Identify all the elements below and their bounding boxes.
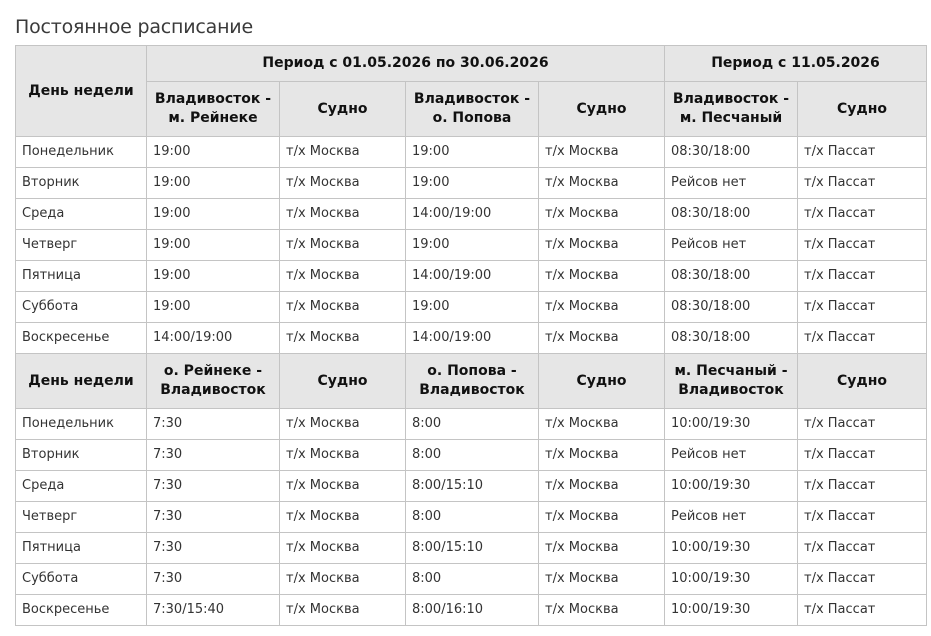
time-cell: 7:30	[147, 564, 280, 595]
table-row	[16, 261, 927, 292]
vessel-cell: т/х Пассат	[798, 168, 927, 199]
period-2-header: Период с 11.05.2026	[665, 46, 927, 82]
route-header-line: Владивосток	[160, 382, 266, 398]
vessel-cell: т/х Москва	[280, 261, 406, 292]
route-header-vladivostok-popova	[406, 82, 539, 137]
day-cell: Понедельник	[16, 409, 147, 440]
table-row	[16, 168, 927, 199]
route-header-vladivostok-reineke	[147, 82, 280, 137]
vessel-cell: т/х Пассат	[798, 595, 927, 626]
vessel-header: Судно	[798, 354, 927, 409]
time-cell: 7:30/15:40	[147, 595, 280, 626]
vessel-cell: т/х Пассат	[798, 533, 927, 564]
vessel-cell: т/х Москва	[539, 230, 665, 261]
day-of-week-header: День недели	[16, 354, 147, 409]
vessel-cell: т/х Москва	[280, 595, 406, 626]
time-cell: 8:00/15:10	[406, 471, 539, 502]
route-header-line: о. Попова	[432, 110, 512, 126]
vessel-cell: т/х Москва	[539, 323, 665, 354]
table-row	[16, 595, 927, 626]
table-row	[16, 533, 927, 564]
time-cell: 8:00	[406, 440, 539, 471]
time-cell: 8:00	[406, 564, 539, 595]
table-row	[16, 409, 927, 440]
table-row	[16, 137, 927, 168]
vessel-cell: т/х Москва	[280, 323, 406, 354]
time-cell: 19:00	[147, 292, 280, 323]
time-cell: 08:30/18:00	[665, 292, 798, 323]
vessel-cell: т/х Москва	[539, 409, 665, 440]
time-cell: 8:00/15:10	[406, 533, 539, 564]
vessel-cell: т/х Пассат	[798, 137, 927, 168]
vessel-cell: т/х Москва	[539, 564, 665, 595]
vessel-cell: т/х Пассат	[798, 471, 927, 502]
table-row	[16, 230, 927, 261]
vessel-cell: т/х Москва	[280, 533, 406, 564]
vessel-cell: т/х Пассат	[798, 502, 927, 533]
time-cell: Рейсов нет	[665, 440, 798, 471]
vessel-cell: т/х Москва	[539, 533, 665, 564]
route-header-reineke-vladivostok	[147, 354, 280, 409]
vessel-cell: т/х Пассат	[798, 261, 927, 292]
time-cell: 8:00	[406, 502, 539, 533]
time-cell: 7:30	[147, 533, 280, 564]
vessel-cell: т/х Москва	[280, 471, 406, 502]
vessel-cell: т/х Москва	[280, 199, 406, 230]
day-cell: Вторник	[16, 440, 147, 471]
table-row	[16, 440, 927, 471]
vessel-cell: т/х Москва	[280, 137, 406, 168]
route-header-line: о. Попова -	[427, 363, 517, 379]
time-cell: 14:00/19:00	[147, 323, 280, 354]
outbound-subheader-row	[16, 82, 927, 137]
time-cell: 19:00	[147, 199, 280, 230]
time-cell: 10:00/19:30	[665, 595, 798, 626]
route-header-popova-vladivostok	[406, 354, 539, 409]
vessel-cell: т/х Москва	[539, 168, 665, 199]
time-cell: 19:00	[406, 292, 539, 323]
time-cell: 19:00	[406, 168, 539, 199]
time-cell: Рейсов нет	[665, 168, 798, 199]
time-cell: 19:00	[147, 168, 280, 199]
day-cell: Четверг	[16, 502, 147, 533]
time-cell: 14:00/19:00	[406, 261, 539, 292]
table-row	[16, 471, 927, 502]
day-cell: Четверг	[16, 230, 147, 261]
vessel-cell: т/х Москва	[539, 292, 665, 323]
time-cell: 8:00/16:10	[406, 595, 539, 626]
vessel-header: Судно	[798, 82, 927, 137]
day-cell: Пятница	[16, 261, 147, 292]
route-header-peschany-vladivostok	[665, 354, 798, 409]
time-cell: 19:00	[406, 137, 539, 168]
time-cell: 8:00	[406, 409, 539, 440]
vessel-cell: т/х Пассат	[798, 199, 927, 230]
vessel-cell: т/х Москва	[539, 595, 665, 626]
route-header-line: Владивосток -	[413, 91, 531, 107]
route-header-line: м. Песчаный	[679, 110, 783, 126]
day-of-week-header: День недели	[16, 46, 147, 137]
time-cell: 14:00/19:00	[406, 199, 539, 230]
route-header-line: Владивосток	[419, 382, 525, 398]
time-cell: 08:30/18:00	[665, 261, 798, 292]
vessel-header: Судно	[280, 354, 406, 409]
time-cell: 10:00/19:30	[665, 533, 798, 564]
period-1-header: Период с 01.05.2026 по 30.06.2026	[147, 46, 665, 82]
day-cell: Воскресенье	[16, 323, 147, 354]
day-cell: Пятница	[16, 533, 147, 564]
time-cell: Рейсов нет	[665, 230, 798, 261]
vessel-cell: т/х Москва	[539, 137, 665, 168]
table-row	[16, 502, 927, 533]
time-cell: 19:00	[147, 261, 280, 292]
time-cell: 19:00	[147, 230, 280, 261]
vessel-cell: т/х Пассат	[798, 323, 927, 354]
outbound-schedule-body	[16, 137, 927, 354]
route-header-line: м. Рейнеке	[168, 110, 258, 126]
vessel-header: Судно	[539, 82, 665, 137]
time-cell: 19:00	[147, 137, 280, 168]
route-header-vladivostok-peschany	[665, 82, 798, 137]
period-header-row	[16, 46, 927, 82]
day-cell: Среда	[16, 199, 147, 230]
day-cell: Воскресенье	[16, 595, 147, 626]
table-row	[16, 323, 927, 354]
day-cell: Суббота	[16, 292, 147, 323]
vessel-cell: т/х Москва	[539, 199, 665, 230]
vessel-header: Судно	[280, 82, 406, 137]
route-header-line: Владивосток -	[672, 91, 790, 107]
vessel-cell: т/х Москва	[280, 230, 406, 261]
table-row	[16, 199, 927, 230]
vessel-cell: т/х Пассат	[798, 230, 927, 261]
inbound-schedule-body	[16, 409, 927, 626]
time-cell: 7:30	[147, 502, 280, 533]
time-cell: 14:00/19:00	[406, 323, 539, 354]
vessel-header: Судно	[539, 354, 665, 409]
time-cell: 10:00/19:30	[665, 409, 798, 440]
schedule-table	[15, 45, 927, 626]
vessel-cell: т/х Пассат	[798, 409, 927, 440]
vessel-cell: т/х Москва	[539, 502, 665, 533]
vessel-cell: т/х Москва	[539, 471, 665, 502]
vessel-cell: т/х Москва	[539, 440, 665, 471]
time-cell: 10:00/19:30	[665, 471, 798, 502]
inbound-subheader-row	[16, 354, 927, 409]
time-cell: 7:30	[147, 409, 280, 440]
route-header-line: Владивосток -	[154, 91, 272, 107]
day-cell: Понедельник	[16, 137, 147, 168]
table-row	[16, 292, 927, 323]
vessel-cell: т/х Пассат	[798, 292, 927, 323]
page-title: Постоянное расписание	[15, 16, 253, 38]
vessel-cell: т/х Москва	[280, 168, 406, 199]
day-cell: Среда	[16, 471, 147, 502]
route-header-line: о. Рейнеке -	[163, 363, 263, 379]
vessel-cell: т/х Москва	[280, 292, 406, 323]
table-row	[16, 564, 927, 595]
vessel-cell: т/х Москва	[280, 409, 406, 440]
time-cell: 08:30/18:00	[665, 199, 798, 230]
day-cell: Вторник	[16, 168, 147, 199]
day-cell: Суббота	[16, 564, 147, 595]
route-header-line: м. Песчаный -	[674, 363, 788, 379]
vessel-cell: т/х Пассат	[798, 440, 927, 471]
vessel-cell: т/х Москва	[539, 261, 665, 292]
time-cell: 19:00	[406, 230, 539, 261]
vessel-cell: т/х Москва	[280, 502, 406, 533]
time-cell: 10:00/19:30	[665, 564, 798, 595]
vessel-cell: т/х Пассат	[798, 564, 927, 595]
route-header-line: Владивосток	[678, 382, 784, 398]
vessel-cell: т/х Москва	[280, 564, 406, 595]
vessel-cell: т/х Москва	[280, 440, 406, 471]
time-cell: 08:30/18:00	[665, 137, 798, 168]
time-cell: 7:30	[147, 471, 280, 502]
time-cell: 08:30/18:00	[665, 323, 798, 354]
time-cell: 7:30	[147, 440, 280, 471]
time-cell: Рейсов нет	[665, 502, 798, 533]
